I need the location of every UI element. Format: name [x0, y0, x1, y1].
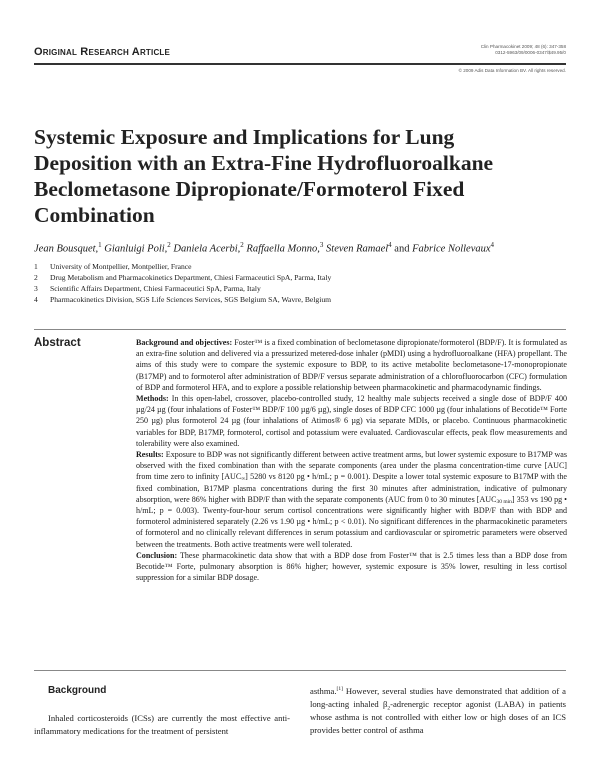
- affiliation-text: Scientific Affairs Department, Chiesi Farmaceutici SpA, Parma, Italy: [50, 284, 261, 293]
- author-name: Fabrice Nollevaux: [412, 243, 491, 255]
- affiliation-text: University of Montpellier, Montpellier, France: [50, 262, 192, 271]
- abstract-conclusion-paragraph: [136, 550, 567, 584]
- author-affiliation-mark: 2: [240, 241, 244, 249]
- affiliation-list: [34, 261, 574, 305]
- body-left-column: Inhaled corticosteroids (ICSs) are currently the most effective anti-inflammatory medications for the treatment of persistent: [34, 713, 290, 736]
- abstract-methods-text: In this open-label, crossover, placebo-controlled study, 12 healthy male subjects received a single dose of BDP/F 400 µg/24 µg (four inhalations of Foster™ BDP/F 100 µg/6 µg), single doses of BDP CFC 1000 µg (four inhalations of Becotide™ Forte 250 µg) plus formoterol 24 µg (four inhalations of Atimos® 6 µg) via separate MDIs, or placebo. Continuous pharmacokinetic variables for BDP, B17MP, formoterol, cortisol and potassium were evaluated. Cardiovascular effects, peak flow measurements and tolerability were also examined.: [136, 394, 567, 448]
- author-affiliation-mark: 3: [319, 241, 324, 249]
- abstract-results-subscript: 30 min: [496, 498, 512, 505]
- abstract-conclusion-label: Conclusion:: [136, 550, 178, 560]
- affiliation-item: [34, 294, 574, 305]
- author-conjunction: and: [394, 243, 410, 255]
- abstract-methods-label: Methods:: [136, 394, 169, 404]
- abstract-background-text: Foster™ is a fixed combination of beclometasone dipropionate/formoterol (BDP/F). It is formulated as an extra-fine solution and delivered via a pressurized metered-dose inhaler (pMDI) using a hydrofluoroalkane (HFA) propellant. The aims of this study were to compare the systemic exposure to BDP, to its active metabolite beclometasone-17-monopropionate (B17MP) and to formoterol after administration of BDP/F versus separate administration of a chlorofluorocarbon (CFC) formulation of BDP and formoterol HFA, and to explore a possible relationship between pharmacokinetic and pharmacodynamic findings.: [136, 338, 567, 392]
- affiliation-item: [34, 272, 574, 283]
- abstract-results-subscript: ∞: [241, 476, 246, 483]
- author-affiliation-mark: 1: [98, 241, 102, 249]
- body-text: However, several studies have demonstrated that addition of a long-acting inhaled β: [310, 686, 566, 709]
- abstract-body: [136, 337, 567, 583]
- abstract-background-label: Background and objectives:: [136, 338, 233, 347]
- abstract-results-text: ] 353 vs 190 pg • h/mL; p = 0.003). Twenty-four-hour serum cortisol concentrations were significantly higher with BDP/F than with BDP and formoterol administered separately (2.26 vs 1.90 µg • h/mL; p < 0.01). No significant differences in the pharmacokinetic parameters of formoterol and no clinically relevant differences in serum potassium and cardiovascular or spirometric parameters were observed between the treatments. Both active treatments were well tolerated.: [136, 494, 567, 549]
- journal-citation: [376, 44, 566, 57]
- abstract-results-label: Results:: [136, 450, 164, 460]
- body-text: -adrenergic receptor agonist (LABA) in patients whose asthma is not controlled with either low or high doses of an ICS provides better control of asthma: [310, 699, 566, 735]
- author-affiliation-mark: 2: [167, 241, 171, 249]
- author-name: Raffaella Monno,: [246, 243, 320, 255]
- abstract-background-paragraph: [136, 337, 567, 393]
- affiliation-number: 2: [34, 273, 38, 282]
- affiliation-item: [34, 261, 574, 272]
- abstract-conclusion-text: These pharmacokinetic data show that with a BDP dose from Foster™ that is 2.5 times less than a BDP dose from Becotide™ Forte, pulmonary absorption is 86% higher; however, systemic exposure is 35% lower, resulting in less cortisol suppression for a similar BDP dosage.: [136, 550, 567, 583]
- abstract-heading: Abstract: [34, 337, 81, 349]
- author-affiliation-mark: 4: [388, 241, 392, 249]
- abstract-results-text: Exposure to BDP was not significantly different between active treatment arms, but lower systemic exposure to B17MP was observed with the fixed combination than with the separate components (area under the plasma concentration-time curve [AUC] from time zero to infinity [AUC: [136, 450, 567, 482]
- abstract-methods-paragraph: [136, 393, 567, 449]
- abstract-results-text: ] 5280 vs 8120 pg • h/mL; p = 0.001). Despite a lower total systemic exposure to B17MP with the fixed combination, B17MP plasma concentrations during the first 30 minutes after administration, indicative of pulmonary absorption, were 86% higher with BDP/F than with the separate components (AUC from 0 to 30 minutes [AUC: [136, 472, 567, 504]
- body-right-column: [310, 685, 566, 737]
- section-label: Original Research Article: [34, 46, 171, 58]
- journal-issn-line: 0312-5963/09/0006-0347/$49.95/0: [495, 50, 566, 56]
- author-name: Daniela Acerbi,: [173, 243, 241, 255]
- journal-citation-line: Clin Pharmacokinet 2009; 48 (6): 347-358: [480, 44, 566, 49]
- background-heading: Background: [48, 685, 107, 696]
- affiliation-number: 1: [34, 262, 38, 271]
- affiliation-number: 4: [34, 295, 38, 304]
- author-name: Jean Bousquet,: [34, 243, 99, 255]
- author-affiliation-mark: 4: [490, 241, 495, 249]
- affiliation-text: Drug Metabolism and Pharmacokinetics Department, Chiesi Farmaceutici SpA, Parma, Italy: [50, 273, 332, 282]
- article-title: Systemic Exposure and Implications for Lung Deposition with an Extra-Fine Hydrofluoroalkane Beclometasone Dipropionate/Formoterol Fixed Combination: [34, 125, 494, 227]
- abstract-results-paragraph: [136, 449, 567, 550]
- affiliation-number: 3: [34, 284, 38, 293]
- header-rule: [34, 63, 566, 65]
- affiliation-item: [34, 283, 574, 294]
- author-name: Gianluigi Poli,: [104, 243, 168, 255]
- author-list: [34, 238, 574, 257]
- affiliation-text: Pharmacokinetics Division, SGS Life Sciences Services, SGS Belgium SA, Wavre, Belgium: [50, 295, 332, 304]
- body-text: asthma.: [310, 686, 337, 696]
- copyright-notice: © 2009 Adis Data Information BV. All rights reserved.: [458, 68, 566, 73]
- author-name: Steven Ramael: [326, 243, 389, 255]
- abstract-bottom-rule: [34, 670, 566, 671]
- abstract-top-rule: [34, 329, 566, 330]
- reference-citation: [1]: [336, 686, 343, 693]
- body-subscript: 2: [387, 705, 391, 712]
